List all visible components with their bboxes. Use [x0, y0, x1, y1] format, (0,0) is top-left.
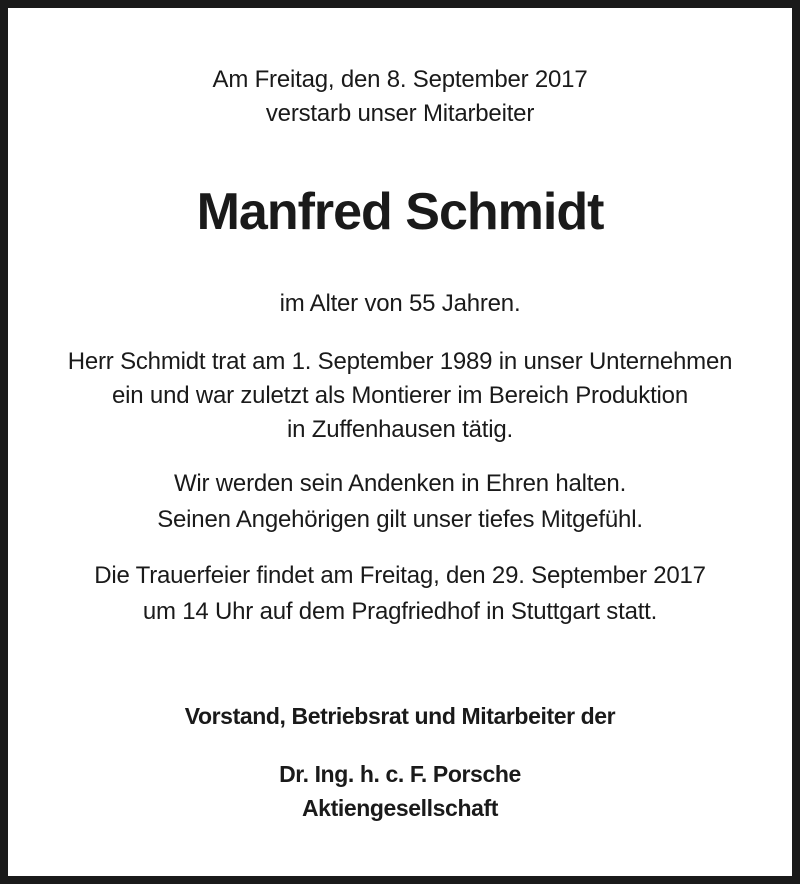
- funeral-line-1: Die Trauerfeier findet am Freitag, den 29. September 2017: [94, 562, 706, 589]
- intro-line-1: Am Freitag, den 8. September 2017: [212, 66, 588, 93]
- memory-line-2: Seinen Angehörigen gilt unser tiefes Mitgefühl.: [157, 506, 643, 533]
- career-line-1: Herr Schmidt trat am 1. September 1989 in unser Unternehmen: [67, 348, 733, 375]
- memory-line-1: Wir werden sein Andenken in Ehren halten.: [173, 470, 627, 497]
- signature-line-3: Aktiengesellschaft: [301, 795, 499, 821]
- career-line-2: ein und war zuletzt als Montierer im Bereich Produktion: [112, 382, 688, 409]
- deceased-name: Manfred Schmidt: [196, 183, 604, 241]
- signature-line-2: Dr. Ing. h. c. F. Porsche: [279, 761, 521, 787]
- signature-line-1: Vorstand, Betriebsrat und Mitarbeiter der: [184, 703, 616, 729]
- intro-line-2: verstarb unser Mitarbeiter: [265, 100, 535, 127]
- funeral-line-2: um 14 Uhr auf dem Pragfriedhof in Stuttgart statt.: [142, 598, 658, 625]
- age-line: im Alter von 55 Jahren.: [279, 290, 521, 317]
- career-line-3: in Zuffenhausen tätig.: [287, 416, 513, 443]
